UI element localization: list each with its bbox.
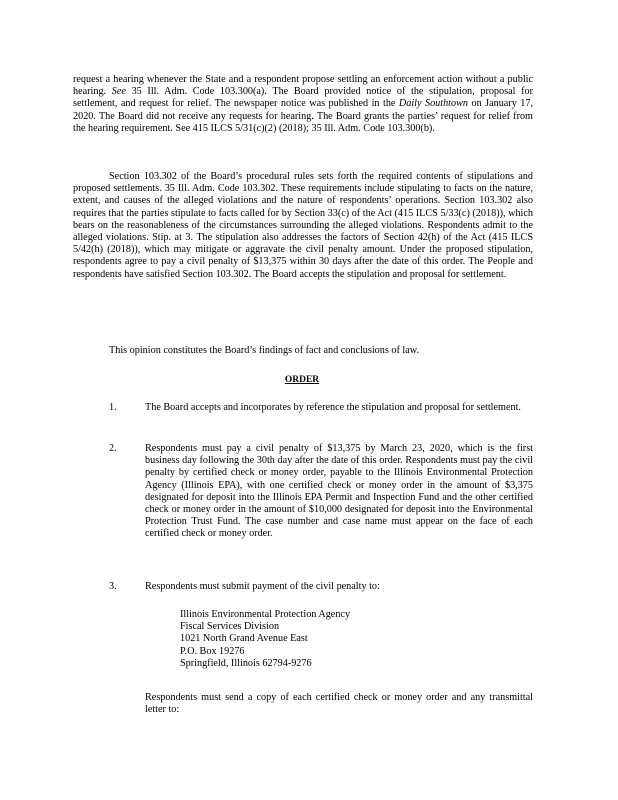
address-line: Fiscal Services Division xyxy=(180,621,280,633)
order-item-text: Respondents must submit payment of the civil penalty to: xyxy=(145,581,380,592)
address-line: Illinois Environmental Protection Agency xyxy=(180,609,351,620)
address-line: P.O. Box 19276 xyxy=(180,645,245,657)
paragraph-text: on January 17, 2020. The Board did not receive any requests for hearing. The Board grants the parties’ request for relief from the hearing requirement. See 415 ILCS 5/31(c)(2) (2018); 35 Ill. Adm. Code 103.300(b). xyxy=(73,98,533,134)
order-item-number: 2. xyxy=(109,443,117,454)
order-item-text: The Board accepts and incorporates by reference the stipulation and proposal for settlement. xyxy=(145,402,521,413)
order-item-number: 1. xyxy=(109,402,117,413)
paragraph-hearing-notice xyxy=(73,74,533,135)
paragraph-findings: This opinion constitutes the Board’s findings of fact and conclusions of law. xyxy=(109,345,420,356)
transmittal-instruction: Respondents must send a copy of each certified check or money order and any transmittal letter to: xyxy=(145,692,533,716)
order-item-number: 3. xyxy=(109,581,117,592)
paragraph-text: 35 Ill. Adm. Code 103.300(a). The Board provided notice of the stipulation, proposal for settlement, and request for relief. The newspaper notice was published in the xyxy=(73,86,533,110)
order-heading-text: ORDER xyxy=(284,375,320,385)
order-item-text: Respondents must pay a civil penalty of $13,375 by March 23, 2020, which is the first business day following the 30th day after the date of this order. Respondents must pay the civil penalty by certified check or money order, payable to the Illinois Environmental Protection Agency (Illinois EPA), with one certified check or money order in the amount of $3,375 designated for deposit into the Illinois EPA Permit and Inspection Fund and the other certified check or money order in the amount of $10,000 designated for deposit into the Environmental Protection Trust Fund. The case number and case name must appear on the face of each certified check or money order. xyxy=(145,443,533,540)
address-line: 1021 North Grand Avenue East xyxy=(180,633,308,645)
payment-address-block xyxy=(180,609,350,670)
paragraph-stipulation-requirements: Section 103.302 of the Board’s procedural rules sets forth the required contents of stipulations and proposed settlements. 35 Ill. Adm. Code 103.302. These requirements include stipulating to facts on the nature, extent, and causes of the alleged violations and the nature of respondents’ operations. Section 103.302 also requires that the parties stipulate to facts called for by Section 33(c) of the Act (415 ILCS 5/33(c) (2018)), which bears on the reasonableness of the circumstances surrounding the alleged violations. Respondents admit to the alleged violations. Stip. at 3. The stipulation also addresses the factors of Section 42(h) of the Act (415 ILCS 5/42(h) (2018)), which may mitigate or aggravate the civil penalty amount. Under the proposed stipulation, respondents agree to pay a civil penalty of $13,375 within 30 days after the date of this order. The People and respondents have satisfied Section 103.302. The Board accepts the stipulation and proposal for settlement. xyxy=(73,171,533,280)
paragraph-text: request a hearing whenever the State and a respondent propose settling an enforcement action without a public hearing. xyxy=(73,74,533,98)
order-heading xyxy=(0,374,618,386)
newspaper-name: Daily Southtown xyxy=(398,98,469,110)
citation-signal: See xyxy=(111,86,126,98)
address-line: Springfield, Illinois 62794-9276 xyxy=(180,657,312,669)
